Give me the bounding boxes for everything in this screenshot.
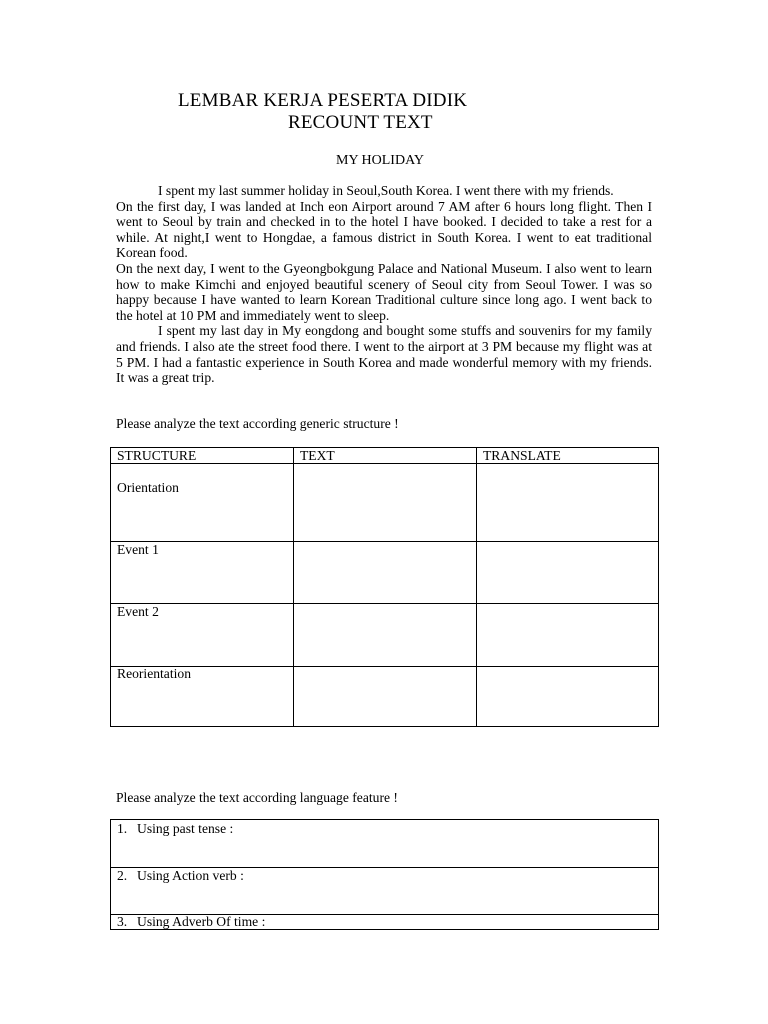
- story-paragraph: I spent my last day in My eongdong and bought some stuffs and souvenirs for my family and friends. I also ate the street food there. I went to the airport at 3 PM because my flight was at 5 PM. I had a fantastic experience in South Korea and made wonderful memory with my friends. It was a great trip.: [116, 323, 652, 386]
- column-divider: [476, 448, 477, 726]
- generic-structure-table: [110, 447, 659, 727]
- row-divider: [111, 666, 658, 667]
- story-paragraph: I spent my last summer holiday in Seoul,South Korea. I went there with my friends.: [158, 183, 614, 198]
- column-divider: [293, 448, 294, 726]
- row-divider: [111, 603, 658, 604]
- row-label-reorientation: Reorientation: [117, 666, 191, 681]
- row-label-orientation: Orientation: [117, 480, 179, 495]
- structure-instruction: Please analyze the text according generic structure !: [116, 416, 399, 431]
- item-number: 2.: [117, 868, 128, 883]
- language-feature-item: [117, 821, 233, 837]
- item-number: 3.: [117, 914, 128, 929]
- item-label: Using Adverb Of time :: [137, 914, 266, 929]
- story-title: MY HOLIDAY: [336, 153, 425, 168]
- column-header-translate: TRANSLATE: [483, 448, 561, 463]
- story-paragraph: On the next day, I went to the Gyeongbokgung Palace and National Museum. I also went to learn how to make Kimchi and enjoyed beautiful scenery of Seoul city from Seoul Tower. I was so happy because I have wanted to learn Korean Traditional culture since long ago. I went back to the hotel at 10 PM and immediately went to sleep.: [116, 260, 652, 323]
- language-feature-item: [117, 868, 244, 884]
- language-feature-table: [110, 819, 659, 930]
- worksheet-subtitle: RECOUNT TEXT: [288, 112, 433, 133]
- column-header-text: TEXT: [300, 448, 335, 463]
- row-label-event-2: Event 2: [117, 604, 159, 619]
- language-feature-instruction: Please analyze the text according language feature !: [116, 790, 398, 805]
- worksheet-title: LEMBAR KERJA PESERTA DIDIK: [178, 90, 468, 111]
- story-paragraph: On the first day, I was landed at Inch eon Airport around 7 AM after 6 hours long flight. Then I went to Seoul by train and checked in to the hotel I have booked. I decided to take a rest for a while. At night,I went to Hongdae, a famous district in South Korea. I went to eat traditional Korean food.: [116, 198, 652, 261]
- item-label: Using Action verb :: [137, 868, 244, 883]
- item-number: 1.: [117, 821, 128, 836]
- row-label-event-1: Event 1: [117, 542, 159, 557]
- story-body: [116, 183, 652, 386]
- column-header-structure: STRUCTURE: [117, 448, 197, 463]
- row-divider: [111, 541, 658, 542]
- language-feature-item: [117, 914, 265, 930]
- item-label: Using past tense :: [137, 821, 234, 836]
